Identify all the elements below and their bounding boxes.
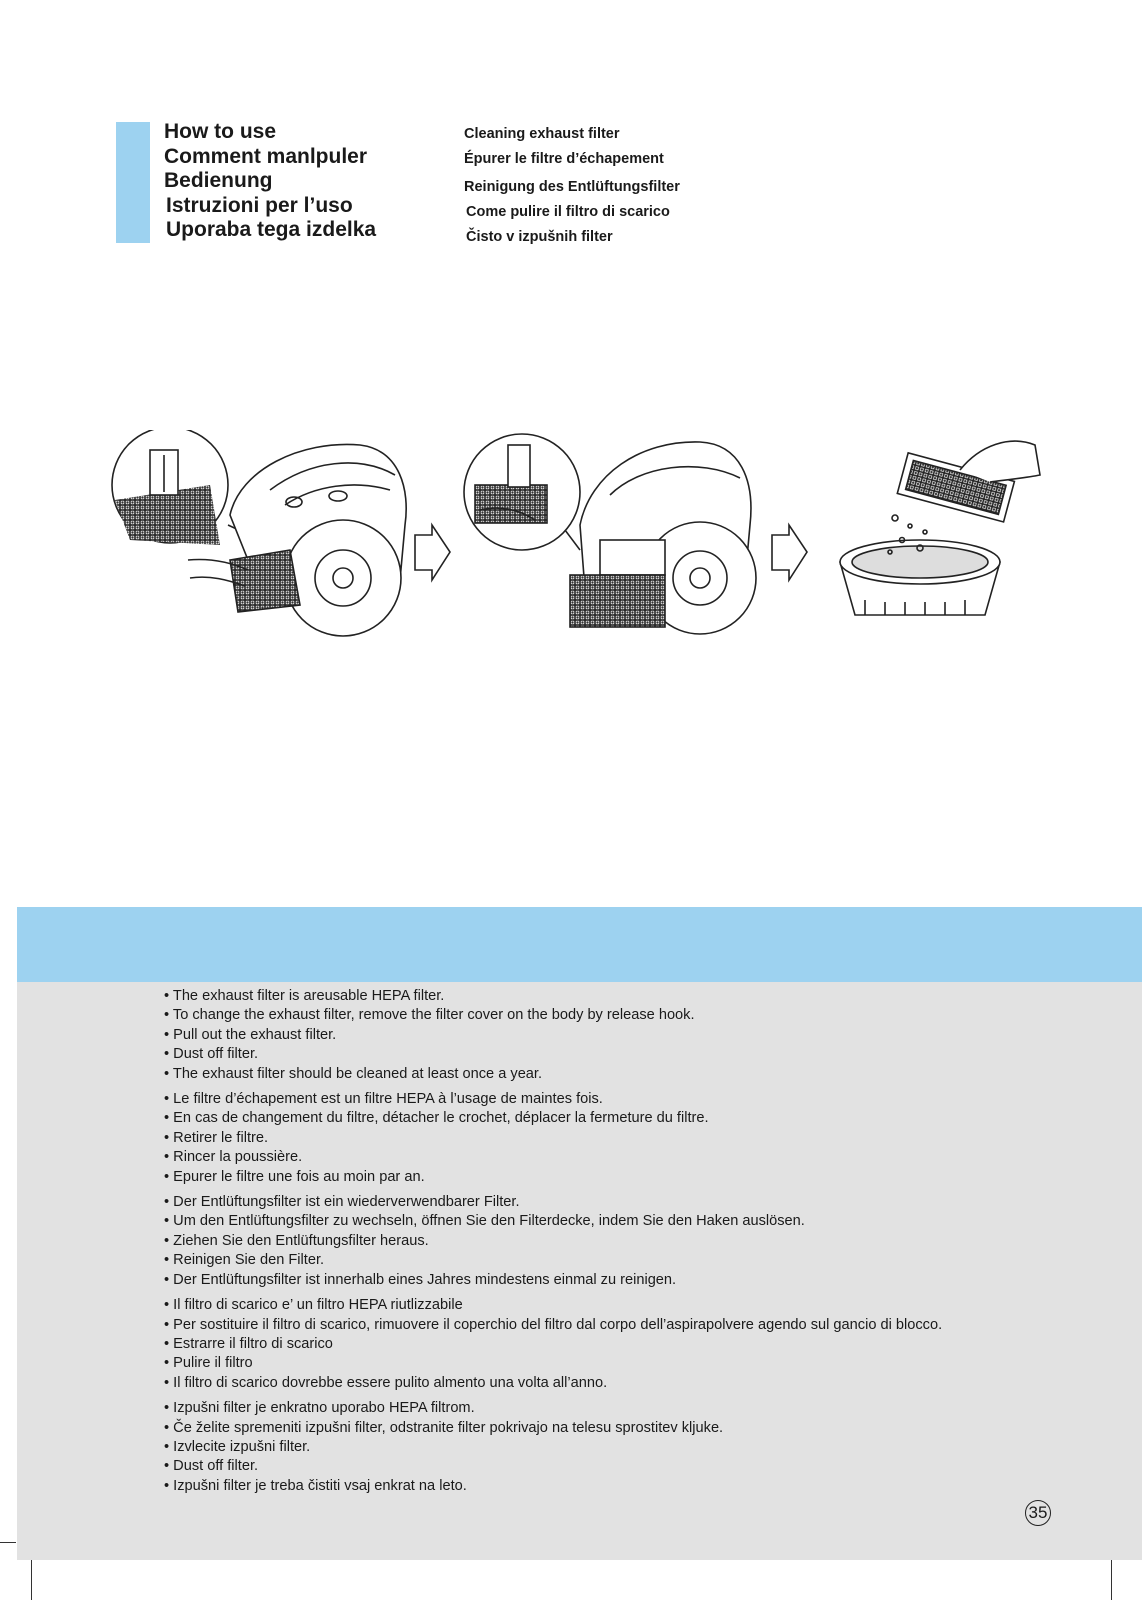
filter-cleaning-illustration bbox=[110, 430, 1050, 640]
step-2-pull-out-filter-drawing bbox=[464, 434, 756, 634]
section-subheadings bbox=[464, 122, 680, 250]
arrow-1-icon bbox=[415, 525, 450, 580]
instruction-line: • Um den Entlüftungsfilter zu wechseln, öffnen Sie den Filterdecke, indem Sie den Haken auslösen. bbox=[164, 1213, 805, 1230]
instruction-line: • Če želite spremeniti izpušni filter, odstranite filter pokrivajo na telesu sprostitev kljuke. bbox=[164, 1419, 724, 1436]
instructions-group-fr bbox=[164, 1090, 1064, 1187]
instruction-line: • Dust off filter. bbox=[164, 1458, 259, 1475]
subheading-it: Come pulire il filtro di scarico bbox=[466, 204, 670, 220]
subheading-en: Cleaning exhaust filter bbox=[464, 126, 620, 142]
info-header-band bbox=[17, 907, 1142, 982]
crop-mark bbox=[1111, 1560, 1112, 1600]
step-1-remove-cover-drawing bbox=[112, 430, 406, 636]
instruction-line: • Der Entlüftungsfilter ist innerhalb eines Jahres mindestens einmal zu reinigen. bbox=[164, 1271, 677, 1288]
instructions-list bbox=[164, 987, 1064, 1502]
arrow-2-icon bbox=[772, 525, 807, 580]
instruction-line: • Le filtre d’échapement est un filtre HEPA à l’usage de maintes fois. bbox=[164, 1091, 603, 1108]
crop-mark bbox=[0, 1542, 16, 1543]
instruction-line: • Izvlecite izpušni filter. bbox=[164, 1438, 311, 1455]
instruction-line: • Pull out the exhaust filter. bbox=[164, 1026, 337, 1043]
crop-mark bbox=[31, 1560, 32, 1600]
page-number: 35 bbox=[1025, 1500, 1051, 1526]
instruction-line: • Epurer le filtre une fois au moin par an. bbox=[164, 1168, 425, 1185]
instruction-line: • Dust off filter. bbox=[164, 1046, 259, 1063]
section-headings bbox=[164, 120, 376, 243]
section-accent-bar bbox=[116, 122, 150, 243]
subheading-de: Reinigung des Entlüftungsfilter bbox=[464, 179, 680, 195]
instruction-line: • Pulire il filtro bbox=[164, 1355, 253, 1372]
instruction-line: • Il filtro di scarico dovrebbe essere pulito almento una volta all’anno. bbox=[164, 1374, 608, 1391]
instruction-line: • The exhaust filter is areusable HEPA filter. bbox=[164, 988, 445, 1004]
instruction-line: • Izpušni filter je treba čistiti vsaj enkrat na leto. bbox=[164, 1477, 467, 1494]
instruction-line: • Ziehen Sie den Entlüftungsfilter heraus. bbox=[164, 1232, 429, 1249]
instructions-group-de bbox=[164, 1193, 1064, 1290]
subheading-sl: Čisto v izpušnih filter bbox=[466, 229, 613, 245]
heading-it: Istruzioni per l’uso bbox=[166, 193, 353, 217]
instruction-line: • Retirer le filtre. bbox=[164, 1129, 269, 1146]
heading-fr: Comment manlpuler bbox=[164, 144, 368, 168]
instruction-line: • Rincer la poussière. bbox=[164, 1149, 303, 1166]
instruction-line: • To change the exhaust filter, remove the filter cover on the body by release hook. bbox=[164, 1007, 695, 1024]
instruction-line: • The exhaust filter should be cleaned at least once a year. bbox=[164, 1065, 543, 1082]
heading-en: How to use bbox=[164, 120, 277, 143]
instruction-line: • Reinigen Sie den Filter. bbox=[164, 1252, 325, 1269]
instruction-line: • Izpušni filter je enkratno uporabo HEPA filtrom. bbox=[164, 1400, 475, 1417]
instruction-line: • Il filtro di scarico e’ un filtro HEPA riutlizzabile bbox=[164, 1297, 463, 1314]
instructions-group-it bbox=[164, 1296, 1064, 1393]
instructions-group-sl bbox=[164, 1399, 1064, 1496]
instruction-line: • En cas de changement du filtre, détacher le crochet, déplacer la fermeture du filtre. bbox=[164, 1110, 709, 1127]
instructions-group-en bbox=[164, 987, 1064, 1084]
instruction-line: • Per sostituire il filtro di scarico, rimuovere il coperchio del filtro dal corpo dell’aspirapolvere agendo sul gancio di blocco. bbox=[164, 1316, 943, 1333]
instruction-line: • Der Entlüftungsfilter ist ein wiederverwendbarer Filter. bbox=[164, 1194, 520, 1211]
subheading-fr: Épurer le filtre d’échapement bbox=[464, 151, 664, 167]
step-3-dust-off-filter-drawing bbox=[840, 441, 1040, 615]
heading-sl: Uporaba tega izdelka bbox=[166, 218, 377, 242]
heading-de: Bedienung bbox=[164, 169, 273, 193]
instruction-line: • Estrarre il filtro di scarico bbox=[164, 1335, 333, 1352]
